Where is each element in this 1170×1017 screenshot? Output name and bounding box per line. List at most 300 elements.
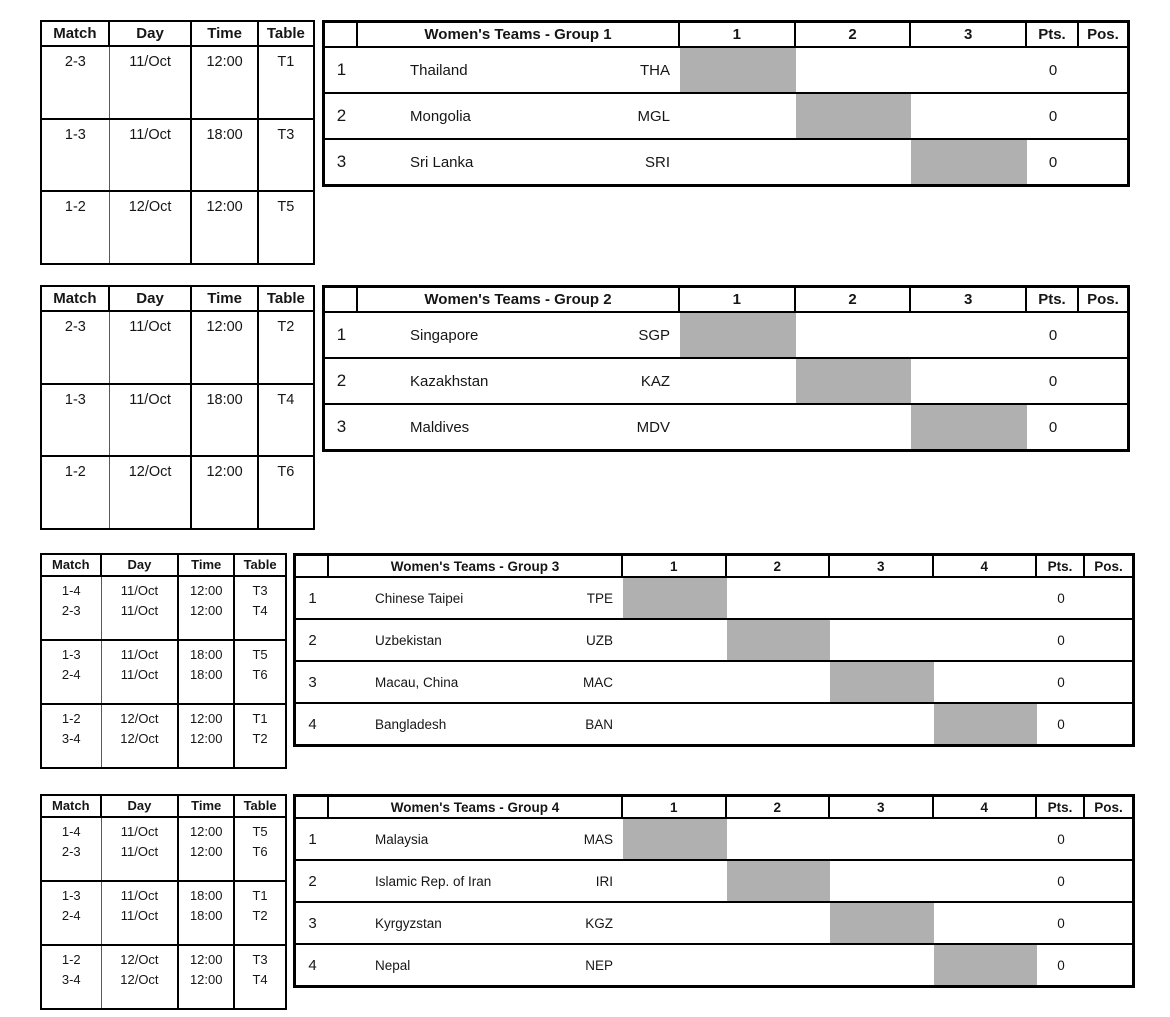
schedule-header-row	[42, 796, 285, 818]
schedule-column-cell	[102, 641, 180, 703]
self-match-cell	[934, 704, 1038, 744]
team-points: 0	[1057, 674, 1065, 690]
group-1-schedule-table	[40, 20, 315, 265]
standings-header-col-2: 2	[796, 23, 912, 46]
schedule-column-cell	[110, 47, 193, 118]
team-name-cell	[358, 140, 680, 184]
schedule-header-match: Match	[42, 22, 110, 45]
standings-team-row	[325, 92, 1127, 138]
result-cell	[830, 620, 934, 660]
standings-header-row	[325, 23, 1127, 48]
team-number: 1	[308, 589, 317, 607]
schedule-value: 12/Oct	[120, 952, 159, 967]
schedule-value: 18:00	[189, 888, 223, 903]
team-code: UZB	[586, 632, 613, 648]
result-cell	[727, 662, 831, 702]
standings-team-row	[325, 403, 1127, 449]
standings-team-row	[296, 578, 1132, 618]
team-number: 4	[308, 715, 317, 733]
schedule-value: 11/Oct	[129, 54, 171, 70]
standings-header-row	[325, 288, 1127, 313]
schedule-column-cell	[235, 818, 285, 880]
standings-header-col-3: 3	[911, 288, 1027, 311]
schedule-header-time: Time	[179, 555, 235, 575]
schedule-column-cell	[110, 457, 193, 528]
schedule-column-cell	[192, 120, 258, 191]
schedule-column-cell	[42, 946, 102, 1008]
result-cell	[796, 313, 912, 357]
team-points: 0	[1048, 372, 1058, 390]
schedule-column-cell	[179, 946, 235, 1008]
schedule-column-cell	[42, 882, 102, 944]
result-cell	[623, 945, 727, 985]
result-cell	[911, 313, 1027, 357]
standings-header-col-1: 1	[680, 288, 796, 311]
schedule-value: 11/Oct	[120, 844, 159, 859]
schedule-column-cell	[102, 705, 180, 767]
schedule-column-cell	[259, 47, 313, 118]
standings-title: Women's Teams - Group 2	[358, 288, 680, 311]
result-cell	[934, 578, 1038, 618]
result-cell	[934, 819, 1038, 859]
schedule-value: T5	[252, 647, 268, 662]
result-cell	[680, 405, 796, 449]
result-cell	[796, 140, 912, 184]
team-position	[1085, 819, 1132, 859]
schedule-column-cell	[102, 577, 180, 639]
schedule-value: 2-3	[61, 844, 81, 859]
schedule-round-block	[42, 455, 313, 528]
schedule-column-cell	[102, 946, 180, 1008]
schedule-value: 1-2	[61, 952, 81, 967]
result-cell	[727, 903, 831, 943]
team-number: 2	[308, 631, 317, 649]
schedule-header-day: Day	[102, 796, 180, 816]
schedule-column-cell	[110, 192, 193, 263]
schedule-column-cell	[235, 577, 285, 639]
result-cell	[830, 945, 934, 985]
group-3-section	[40, 553, 1170, 769]
standings-header-pos: Pos.	[1087, 26, 1119, 43]
result-cell	[680, 94, 796, 138]
team-points: 0	[1057, 873, 1065, 889]
schedule-value: 11/Oct	[120, 888, 159, 903]
result-cell	[934, 662, 1038, 702]
standings-team-row	[296, 819, 1132, 859]
schedule-value: 12/Oct	[128, 199, 172, 216]
result-cell	[830, 861, 934, 901]
schedule-value: 2-3	[61, 603, 81, 618]
standings-header-pts: Pts.	[1027, 23, 1079, 46]
schedule-header-time: Time	[179, 796, 235, 816]
result-cell	[796, 48, 912, 92]
schedule-value: 18:00	[189, 647, 223, 662]
self-match-cell	[796, 94, 912, 138]
team-code: KGZ	[585, 915, 613, 931]
schedule-column-cell	[42, 577, 102, 639]
schedule-value: 1-4	[61, 583, 81, 598]
team-points: 0	[1057, 915, 1065, 931]
team-points: 0	[1048, 107, 1058, 125]
schedule-value: T1	[252, 711, 268, 726]
schedule-column-cell	[110, 385, 193, 456]
schedule-value: 1-3	[61, 647, 81, 662]
team-position	[1079, 48, 1127, 92]
standings-header-pts: Pts.	[1027, 288, 1079, 311]
team-points: 0	[1048, 326, 1058, 344]
team-name-cell	[358, 313, 680, 357]
team-position	[1085, 903, 1132, 943]
result-cell	[727, 945, 831, 985]
schedule-value: 2-4	[61, 667, 81, 682]
result-cell	[623, 903, 727, 943]
schedule-round-block	[42, 118, 313, 191]
team-position	[1079, 359, 1127, 403]
schedule-value: T2	[252, 731, 268, 746]
schedule-value: 18:00	[189, 908, 223, 923]
schedule-column-cell	[42, 47, 110, 118]
schedule-header-time: Time	[192, 22, 258, 45]
self-match-cell	[727, 861, 831, 901]
schedule-value: 12:00	[189, 603, 223, 618]
team-name-cell	[358, 94, 680, 138]
standings-header-col-2: 2	[727, 556, 831, 576]
schedule-value: 12:00	[206, 464, 243, 481]
team-points: 0	[1057, 831, 1065, 847]
team-name: Mongolia	[410, 107, 471, 125]
standings-header-blank	[296, 797, 329, 817]
team-name-cell	[329, 903, 623, 943]
team-position	[1085, 704, 1132, 744]
schedule-column-cell	[179, 882, 235, 944]
schedule-header-table: Table	[266, 290, 305, 307]
schedule-value: 12/Oct	[120, 972, 159, 987]
team-code: MDV	[636, 418, 670, 436]
self-match-cell	[727, 620, 831, 660]
schedule-value: 12:00	[189, 731, 223, 746]
team-position	[1079, 405, 1127, 449]
team-number: 2	[308, 872, 317, 890]
schedule-value: 3-4	[61, 731, 81, 746]
schedule-round-block	[42, 190, 313, 263]
team-number: 2	[336, 371, 347, 390]
team-name-cell	[329, 819, 623, 859]
standings-header-pos: Pos.	[1094, 558, 1123, 574]
result-cell	[727, 819, 831, 859]
schedule-value: 1-3	[61, 888, 81, 903]
schedule-header-time: Time	[192, 287, 258, 310]
schedule-value: 1-4	[61, 824, 81, 839]
schedule-value: T2	[252, 908, 268, 923]
team-code: BAN	[585, 716, 613, 732]
team-points: 0	[1057, 716, 1065, 732]
team-name: Maldives	[410, 418, 470, 436]
team-name: Sri Lanka	[410, 153, 474, 171]
schedule-value: 12:00	[189, 952, 223, 967]
schedule-column-cell	[192, 47, 258, 118]
schedule-value: 18:00	[206, 126, 243, 143]
schedule-column-cell	[42, 385, 110, 456]
standings-team-row	[296, 859, 1132, 901]
schedule-value: 12:00	[206, 199, 243, 216]
team-name: Chinese Taipei	[375, 590, 464, 606]
group-2-section	[40, 285, 1170, 530]
standings-header-pos: Pos.	[1087, 291, 1119, 308]
schedule-value: 12/Oct	[120, 731, 159, 746]
team-number: 2	[336, 106, 347, 125]
group-3-standings-table	[293, 553, 1135, 747]
schedule-value: 2-3	[64, 54, 86, 70]
schedule-header-table: Table	[243, 557, 277, 572]
team-position	[1079, 140, 1127, 184]
schedule-column-cell	[42, 312, 110, 383]
result-cell	[911, 94, 1027, 138]
schedule-column-cell	[192, 312, 258, 383]
team-name-cell	[329, 945, 623, 985]
team-points: 0	[1057, 957, 1065, 973]
group-1-section	[40, 20, 1170, 265]
standings-title: Women's Teams - Group 1	[358, 23, 680, 46]
schedule-value: T5	[252, 824, 268, 839]
result-cell	[796, 405, 912, 449]
result-cell	[934, 620, 1038, 660]
schedule-value: 11/Oct	[120, 603, 159, 618]
result-cell	[623, 861, 727, 901]
schedule-header-row	[42, 287, 313, 312]
team-points: 0	[1048, 61, 1058, 79]
self-match-cell	[934, 945, 1038, 985]
self-match-cell	[911, 405, 1027, 449]
standings-team-row	[296, 901, 1132, 943]
schedule-column-cell	[235, 641, 285, 703]
schedule-value: T1	[252, 888, 268, 903]
result-cell	[911, 359, 1027, 403]
schedule-column-cell	[42, 641, 102, 703]
self-match-cell	[830, 662, 934, 702]
schedule-value: 11/Oct	[120, 583, 159, 598]
schedule-column-cell	[179, 818, 235, 880]
team-number: 3	[308, 914, 317, 932]
schedule-column-cell	[259, 385, 313, 456]
result-cell	[727, 704, 831, 744]
schedule-column-cell	[42, 120, 110, 191]
schedule-value: T6	[252, 844, 268, 859]
schedule-header-day: Day	[110, 22, 193, 45]
team-points: 0	[1048, 153, 1058, 171]
team-points: 0	[1057, 590, 1065, 606]
group-4-schedule-table	[40, 794, 287, 1010]
team-name: Thailand	[410, 61, 468, 79]
schedule-column-cell	[102, 818, 180, 880]
standings-header-col-3: 3	[830, 556, 934, 576]
team-name: Nepal	[375, 957, 411, 973]
schedule-value: 2-3	[64, 319, 86, 335]
result-cell	[830, 578, 934, 618]
schedule-column-cell	[102, 882, 180, 944]
schedule-value: T4	[277, 391, 295, 408]
team-code: MGL	[637, 107, 670, 125]
standings-team-row	[296, 702, 1132, 744]
schedule-value: T6	[277, 464, 295, 481]
group-2-schedule-table	[40, 285, 315, 530]
standings-header-pts: Pts.	[1037, 556, 1085, 576]
schedule-column-cell	[42, 192, 110, 263]
team-number: 4	[308, 956, 317, 974]
schedule-column-cell	[179, 577, 235, 639]
schedule-round-block	[42, 639, 285, 703]
team-name-cell	[329, 662, 623, 702]
schedule-column-cell	[42, 705, 102, 767]
schedule-column-cell	[179, 641, 235, 703]
schedule-column-cell	[235, 946, 285, 1008]
team-points: 0	[1048, 418, 1058, 436]
standings-header-pos: Pos.	[1094, 799, 1123, 815]
team-position	[1079, 313, 1127, 357]
schedule-value: 12:00	[189, 824, 223, 839]
schedule-value: 1-3	[64, 391, 86, 408]
result-cell	[934, 861, 1038, 901]
schedule-header-day: Day	[102, 555, 180, 575]
self-match-cell	[911, 140, 1027, 184]
schedule-value: T1	[277, 54, 295, 70]
standings-header-col-3: 3	[911, 23, 1027, 46]
team-position	[1079, 94, 1127, 138]
standings-header-col-1: 1	[680, 23, 796, 46]
team-position	[1085, 662, 1132, 702]
standings-header-col-1: 1	[623, 797, 727, 817]
team-name-cell	[329, 578, 623, 618]
schedule-column-cell	[235, 705, 285, 767]
team-position	[1085, 620, 1132, 660]
standings-header-blank	[325, 23, 358, 46]
standings-header-col-2: 2	[796, 288, 912, 311]
schedule-column-cell	[192, 385, 258, 456]
team-name-cell	[358, 359, 680, 403]
schedule-value: 2-4	[61, 908, 81, 923]
standings-team-row	[325, 138, 1127, 184]
standings-header-row	[296, 556, 1132, 578]
standings-header-blank	[296, 556, 329, 576]
team-name: Malaysia	[375, 831, 429, 847]
schedule-value: 12:00	[189, 844, 223, 859]
schedule-value: 11/Oct	[120, 667, 159, 682]
team-code: MAS	[583, 831, 613, 847]
self-match-cell	[623, 578, 727, 618]
result-cell	[680, 359, 796, 403]
schedule-value: T2	[277, 319, 295, 335]
team-name: Bangladesh	[375, 716, 447, 732]
schedule-header-table: Table	[243, 798, 277, 813]
schedule-round-block	[42, 880, 285, 944]
result-cell	[623, 662, 727, 702]
standings-team-row	[296, 943, 1132, 985]
schedule-value: T5	[277, 199, 295, 216]
schedule-header-day: Day	[110, 287, 193, 310]
schedule-header-match: Match	[42, 796, 102, 816]
team-code: KAZ	[640, 372, 670, 390]
schedule-header-match: Match	[42, 287, 110, 310]
schedule-value: 12:00	[206, 54, 243, 70]
group-2-standings-table	[322, 285, 1130, 452]
schedule-value: T3	[252, 952, 268, 967]
team-number: 1	[308, 830, 317, 848]
schedule-column-cell	[192, 192, 258, 263]
schedule-value: 12:00	[189, 583, 223, 598]
schedule-round-block	[42, 577, 285, 639]
group-4-section	[40, 794, 1170, 1010]
group-4-standings-table	[293, 794, 1135, 988]
standings-team-row	[325, 48, 1127, 92]
standings-team-row	[325, 313, 1127, 357]
schedule-value: 11/Oct	[129, 319, 171, 335]
standings-title: Women's Teams - Group 4	[329, 797, 623, 817]
schedule-value: 1-2	[61, 711, 81, 726]
schedule-header-row	[42, 22, 313, 47]
result-cell	[727, 578, 831, 618]
team-name: Kazakhstan	[410, 372, 489, 390]
standings-header-blank	[325, 288, 358, 311]
schedule-column-cell	[259, 457, 313, 528]
team-number: 1	[336, 325, 347, 344]
standings-header-col-4: 4	[934, 556, 1038, 576]
team-code: TPE	[586, 590, 613, 606]
schedule-value: 11/Oct	[129, 391, 171, 408]
schedule-value: 12:00	[189, 711, 223, 726]
standings-header-col-2: 2	[727, 797, 831, 817]
team-position	[1085, 578, 1132, 618]
team-name-cell	[358, 405, 680, 449]
result-cell	[623, 704, 727, 744]
schedule-value: T3	[277, 126, 295, 143]
standings-team-row	[325, 357, 1127, 403]
team-name-cell	[358, 48, 680, 92]
schedule-column-cell	[42, 818, 102, 880]
schedule-value: 1-2	[64, 199, 86, 216]
schedule-value: T4	[252, 603, 268, 618]
self-match-cell	[623, 819, 727, 859]
group-1-standings-table	[322, 20, 1130, 187]
team-name: Uzbekistan	[375, 632, 442, 648]
schedule-value: 12:00	[206, 319, 243, 335]
schedule-round-block	[42, 312, 313, 383]
schedule-value: 12/Oct	[120, 711, 159, 726]
schedule-value: T3	[252, 583, 268, 598]
team-position	[1085, 945, 1132, 985]
standings-header-pts: Pts.	[1037, 797, 1085, 817]
standings-header-col-4: 4	[934, 797, 1038, 817]
schedule-column-cell	[192, 457, 258, 528]
standings-team-row	[296, 660, 1132, 702]
result-cell	[680, 140, 796, 184]
schedule-value: 11/Oct	[129, 126, 171, 143]
schedule-round-block	[42, 818, 285, 880]
team-code: SGP	[638, 326, 670, 344]
standings-header-col-1: 1	[623, 556, 727, 576]
self-match-cell	[830, 903, 934, 943]
schedule-header-table: Table	[266, 25, 305, 42]
team-number: 3	[336, 152, 347, 171]
schedule-column-cell	[179, 705, 235, 767]
team-name: Kyrgyzstan	[375, 915, 442, 931]
schedule-value: 18:00	[206, 391, 243, 408]
group-3-schedule-table	[40, 553, 287, 769]
result-cell	[830, 819, 934, 859]
schedule-value: 11/Oct	[120, 824, 159, 839]
team-name: Islamic Rep. of Iran	[375, 873, 492, 889]
schedule-value: 11/Oct	[120, 647, 159, 662]
result-cell	[623, 620, 727, 660]
schedule-header-row	[42, 555, 285, 577]
